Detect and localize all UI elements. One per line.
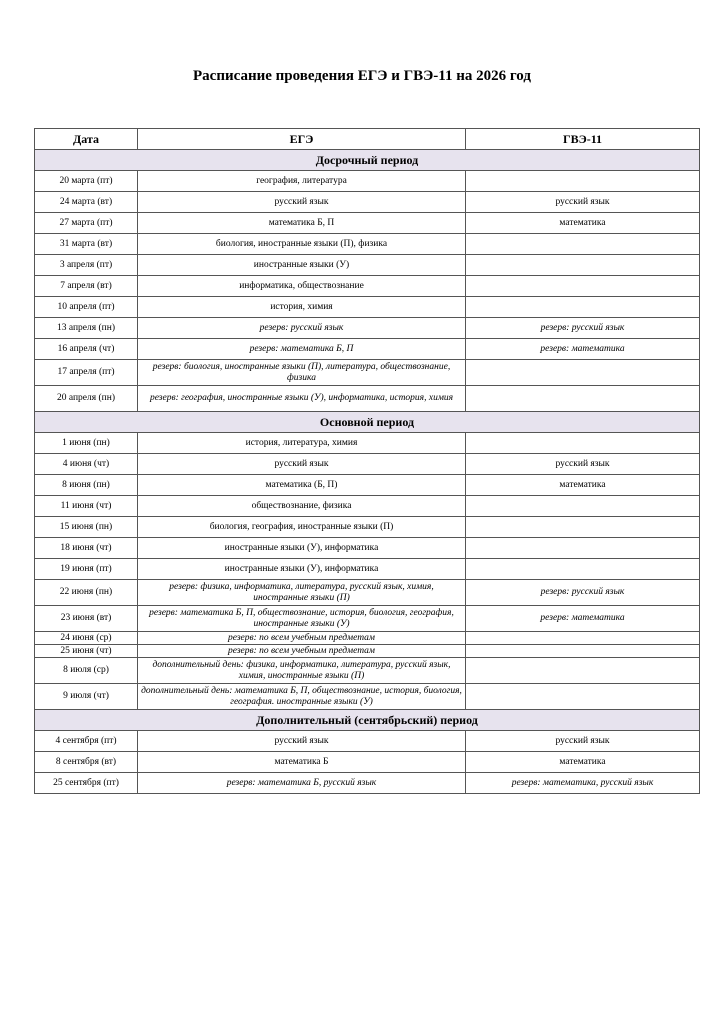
gve-cell: [466, 496, 700, 517]
date-cell: 20 апреля (пн): [35, 386, 138, 412]
table-row: [35, 658, 700, 684]
ege-cell: резерв: русский язык: [138, 318, 466, 339]
gve-cell: резерв: математика, русский язык: [466, 773, 700, 794]
table-row: [35, 213, 700, 234]
date-cell: 7 апреля (вт): [35, 276, 138, 297]
ege-cell: резерв: по всем учебным предметам: [138, 645, 466, 658]
date-cell: 22 июня (пн): [35, 580, 138, 606]
date-cell: 24 июня (ср): [35, 632, 138, 645]
section-title: Досрочный период: [35, 150, 700, 171]
ege-cell: обществознание, физика: [138, 496, 466, 517]
ege-cell: биология, иностранные языки (П), физика: [138, 234, 466, 255]
gve-cell: [466, 433, 700, 454]
date-cell: 13 апреля (пн): [35, 318, 138, 339]
date-cell: 18 июня (чт): [35, 538, 138, 559]
ege-cell: биология, география, иностранные языки (П): [138, 517, 466, 538]
ege-cell: резерв: математика Б, русский язык: [138, 773, 466, 794]
header-row: [35, 129, 700, 150]
date-cell: 31 марта (вт): [35, 234, 138, 255]
section-row: [35, 150, 700, 171]
gve-cell: математика: [466, 213, 700, 234]
header-ege: ЕГЭ: [138, 129, 466, 150]
gve-cell: [466, 234, 700, 255]
table-row: [35, 171, 700, 192]
ege-cell: иностранные языки (У), информатика: [138, 538, 466, 559]
gve-cell: русский язык: [466, 192, 700, 213]
table-row: [35, 632, 700, 645]
gve-cell: [466, 171, 700, 192]
table-row: [35, 297, 700, 318]
date-cell: 16 апреля (чт): [35, 339, 138, 360]
gve-cell: резерв: русский язык: [466, 318, 700, 339]
schedule-table: [34, 128, 700, 794]
table-row: [35, 645, 700, 658]
date-cell: 11 июня (чт): [35, 496, 138, 517]
ege-cell: математика (Б, П): [138, 475, 466, 496]
gve-cell: [466, 255, 700, 276]
date-cell: 25 сентября (пт): [35, 773, 138, 794]
header-gve: ГВЭ-11: [466, 129, 700, 150]
ege-cell: резерв: физика, информатика, литература, русский язык, химия, иностранные языки (П): [138, 580, 466, 606]
table-row: [35, 318, 700, 339]
gve-cell: [466, 276, 700, 297]
ege-cell: дополнительный день: физика, информатика, литература, русский язык, химия, иностранные языки (П): [138, 658, 466, 684]
table-row: [35, 731, 700, 752]
date-cell: 24 марта (вт): [35, 192, 138, 213]
section-row: [35, 710, 700, 731]
gve-cell: математика: [466, 752, 700, 773]
gve-cell: русский язык: [466, 454, 700, 475]
section-title: Дополнительный (сентябрьский) период: [35, 710, 700, 731]
table-row: [35, 580, 700, 606]
gve-cell: резерв: математика: [466, 606, 700, 632]
date-cell: 1 июня (пн): [35, 433, 138, 454]
table-row: [35, 538, 700, 559]
table-row: [35, 517, 700, 538]
date-cell: 3 апреля (пт): [35, 255, 138, 276]
gve-cell: [466, 645, 700, 658]
ege-cell: география, литература: [138, 171, 466, 192]
date-cell: 15 июня (пн): [35, 517, 138, 538]
ege-cell: история, литература, химия: [138, 433, 466, 454]
gve-cell: [466, 658, 700, 684]
gve-cell: резерв: русский язык: [466, 580, 700, 606]
table-row: [35, 684, 700, 710]
gve-cell: [466, 632, 700, 645]
table-row: [35, 192, 700, 213]
date-cell: 10 апреля (пт): [35, 297, 138, 318]
gve-cell: русский язык: [466, 731, 700, 752]
table-row: [35, 773, 700, 794]
date-cell: 8 июля (ср): [35, 658, 138, 684]
gve-cell: [466, 559, 700, 580]
date-cell: 9 июля (чт): [35, 684, 138, 710]
table-row: [35, 360, 700, 386]
gve-cell: [466, 517, 700, 538]
gve-cell: [466, 684, 700, 710]
schedule-body: [35, 150, 700, 794]
date-cell: 17 апреля (пт): [35, 360, 138, 386]
table-row: [35, 255, 700, 276]
table-row: [35, 496, 700, 517]
date-cell: 8 июня (пн): [35, 475, 138, 496]
ege-cell: русский язык: [138, 454, 466, 475]
gve-cell: [466, 538, 700, 559]
gve-cell: [466, 297, 700, 318]
gve-cell: математика: [466, 475, 700, 496]
table-row: [35, 454, 700, 475]
gve-cell: резерв: математика: [466, 339, 700, 360]
date-cell: 20 марта (пт): [35, 171, 138, 192]
ege-cell: математика Б: [138, 752, 466, 773]
ege-cell: иностранные языки (У): [138, 255, 466, 276]
section-row: [35, 412, 700, 433]
table-row: [35, 606, 700, 632]
ege-cell: русский язык: [138, 192, 466, 213]
date-cell: 19 июня (пт): [35, 559, 138, 580]
ege-cell: резерв: математика Б, П: [138, 339, 466, 360]
ege-cell: математика Б, П: [138, 213, 466, 234]
ege-cell: дополнительный день: математика Б, П, обществознание, история, биология, география. иностранные языки (У): [138, 684, 466, 710]
gve-cell: [466, 386, 700, 412]
date-cell: 4 сентября (пт): [35, 731, 138, 752]
ege-cell: резерв: география, иностранные языки (У), информатика, история, химия: [138, 386, 466, 412]
table-row: [35, 386, 700, 412]
header-date: Дата: [35, 129, 138, 150]
table-row: [35, 475, 700, 496]
ege-cell: информатика, обществознание: [138, 276, 466, 297]
date-cell: 8 сентября (вт): [35, 752, 138, 773]
ege-cell: резерв: биология, иностранные языки (П), литература, обществознание, физика: [138, 360, 466, 386]
ege-cell: иностранные языки (У), информатика: [138, 559, 466, 580]
table-row: [35, 234, 700, 255]
table-row: [35, 559, 700, 580]
page-title: Расписание проведения ЕГЭ и ГВЭ-11 на 2026 год: [193, 68, 531, 84]
date-cell: 4 июня (чт): [35, 454, 138, 475]
ege-cell: резерв: математика Б, П, обществознание, история, биология, география, иностранные языки (У): [138, 606, 466, 632]
date-cell: 27 марта (пт): [35, 213, 138, 234]
ege-cell: история, химия: [138, 297, 466, 318]
table-row: [35, 433, 700, 454]
gve-cell: [466, 360, 700, 386]
table-row: [35, 276, 700, 297]
date-cell: 23 июня (вт): [35, 606, 138, 632]
table-row: [35, 752, 700, 773]
table-row: [35, 339, 700, 360]
ege-cell: резерв: по всем учебным предметам: [138, 632, 466, 645]
ege-cell: русский язык: [138, 731, 466, 752]
section-title: Основной период: [35, 412, 700, 433]
date-cell: 25 июня (чт): [35, 645, 138, 658]
